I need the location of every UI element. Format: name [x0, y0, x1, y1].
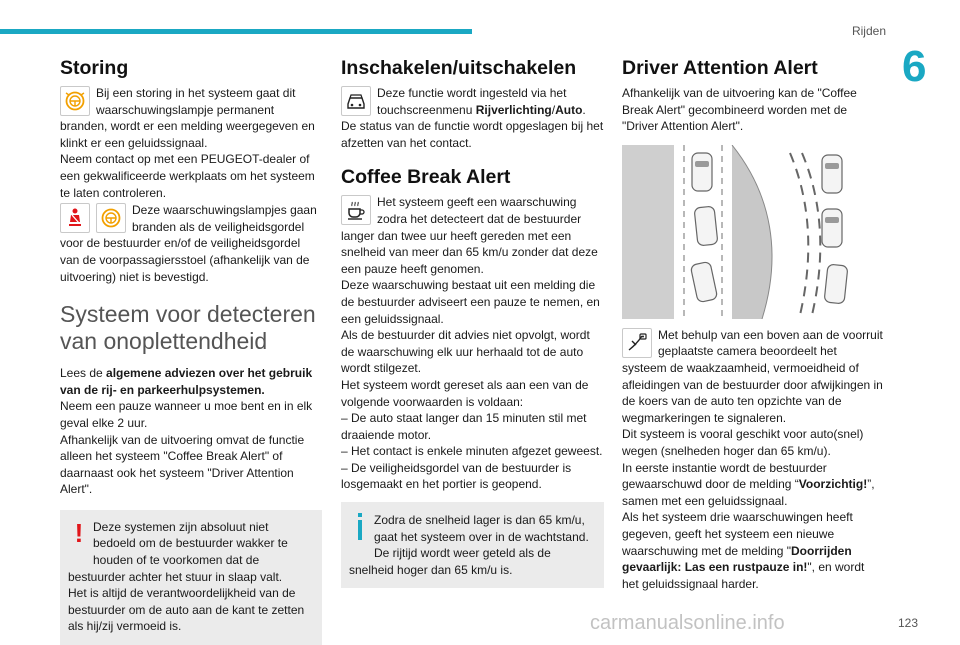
column-left — [60, 56, 322, 645]
toggle-heading: Inschakelen/uitschakelen — [341, 57, 577, 79]
page-number: 123 — [897, 616, 918, 630]
daa-heading: Driver Attention Alert — [622, 57, 818, 79]
third-warning-para: Als het systeem drie waarschuwingen heeft gegeven, geeft het systeem een nieuwe waarschuwing met de melding "Doorrijden gevaarlijk: Las een rustpauze in!", en wordt het geluidssignaal harder. — [622, 510, 865, 591]
coffee-para-2: Deze waarschuwing bestaat uit een melding die de bestuurder adviseert een pauze te nemen, en een geluidssignaal. — [341, 278, 600, 326]
coffee-para-3: Als de bestuurder dit advies niet opvolgt, wordt de waarschuwing elk uur herhaald tot de auto wordt stilgezet. — [341, 328, 590, 376]
seatbelt-icon — [60, 203, 90, 233]
camera-para-1: Met behulp van een boven aan de voorruit geplaatste camera beoordeelt het systeem de waakzaamheid, vermoeidheid of afleidingen van de bestuurder door afwijkingen in de koers van de auto ten opzichte van de wegmarkeringen te signaleren. — [622, 327, 883, 425]
warning-box: ! Deze systemen zijn absoluut niet bedoeld om de bestuurder wakker te houden of te voorkomen dat de bestuurder achter het stuur in slaap valt. Het is altijd de verantwoordelijkheid van de bestuurder om de auto aan de kant te zetten als hij/zij vermoeid is. — [60, 510, 322, 645]
camera-para-2: Dit systeem is vooral geschikt voor auto(snel) wegen (snelheden hoger dan 65 km/u). — [622, 427, 864, 458]
daa-para-1: Afhankelijk van de uitvoering kan de "Coffee Break Alert" gecombineerd worden met de "Driver Attention Alert". — [622, 86, 857, 134]
camera-icon — [622, 328, 652, 358]
watermark: carmanualsonline.info — [590, 612, 785, 634]
coffee-list-item-1: – De auto staat langer dan 15 minuten stil met draaiende motor. — [341, 411, 587, 442]
chapter-number: 6 — [902, 42, 927, 91]
coffee-para-4: Het systeem wordt gereset als aan een van de volgende voorwaarden is voldaan: — [341, 377, 589, 409]
storing-heading: Storing — [60, 57, 129, 79]
coffee-list-item-2: – Het contact is enkele minuten afgezet geweest. — [341, 444, 603, 459]
toggle-para-2: De status van de functie wordt opgeslagen bij het afzetten van het contact. — [341, 119, 604, 150]
toggle-para-1: Deze functie wordt ingesteld via het touchscreenmenu Rijverlichting/Auto. — [341, 85, 604, 118]
storing-para-1: Bij een storing in het systeem gaat dit waarschuwingslampje permanent branden, wordt er een melding weergegeven en klinkt er een geluidssignaal. — [60, 86, 315, 150]
car-settings-icon — [341, 86, 371, 116]
intro-para-3: Afhankelijk van de uitvoering omvat de functie alleen het systeem "Coffee Break Alert" of daarnaast ook het systeem "Driver Attention Alert". — [60, 432, 305, 497]
lane-drift-illustration — [622, 145, 884, 319]
column-right — [622, 56, 884, 592]
storing-para-3: Deze waarschuwingslampjes gaan branden als de veiligheidsgordel voor de bestuurder en/of de veiligheidsgordel van de voorpassagiersstoel (afhankelijk van de uitvoering) niet is bevestigd. — [60, 203, 317, 284]
steering-warning-icon — [60, 86, 90, 116]
coffee-list-item-3: – De veiligheidsgordel van de bestuurder is losgemaakt en het portier is geopend. — [341, 460, 572, 492]
exclamation-icon: ! — [74, 517, 84, 548]
info-icon — [349, 512, 371, 546]
coffee-para-1: Het systeem geeft een waarschuwing zodra het detecteert dat de bestuurder langer dan twee uur heeft gereden met een snelheid van meer dan 65 km/u zonder dat deze een pauze heeft genomen. — [341, 195, 598, 276]
steering-warning-icon-2 — [96, 203, 126, 233]
system-heading: Systeem voor detecteren van onoplettendheid — [60, 301, 316, 355]
column-middle — [341, 56, 604, 588]
section-name: Rijden — [851, 24, 886, 38]
coffee-heading: Coffee Break Alert — [341, 166, 511, 189]
intro-para-1: Lees de algemene adviezen over het gebruik van de rij- en parkeerhulpsystemen. — [60, 366, 313, 397]
intro-para-2: Neem een pauze wanneer u moe bent en in elk geval elke 2 uur. — [60, 399, 313, 430]
info-box: Zodra de snelheid lager is dan 65 km/u, gaat het systeem over in de wachtstand. De rijtijd wordt weer geteld als de snelheid hoger dan 65 km/u is. — [341, 502, 604, 588]
header-accent-bar — [0, 29, 472, 34]
first-warning-para: In eerste instantie wordt de bestuurder gewaarschuwd door de melding “Voorzichtig!”, samen met een geluidssignaal. — [622, 460, 875, 508]
coffee-cup-icon — [341, 195, 371, 225]
storing-para-2: Neem contact op met een PEUGEOT-dealer of een gekwalificeerde werkplaats om het systeem te laten controleren. — [60, 152, 315, 200]
